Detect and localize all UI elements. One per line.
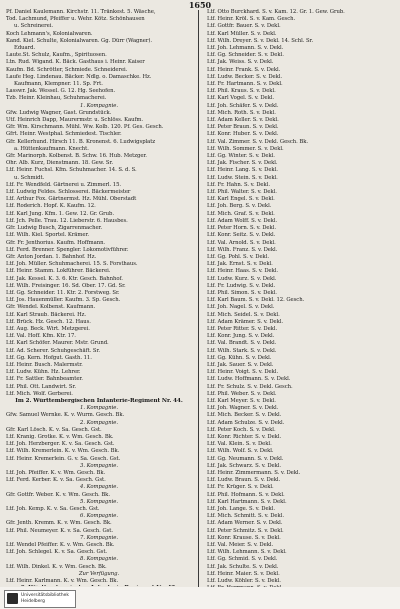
text-line: Ltf. Karl Schöfer. Maurer. Mstr. Grund. bbox=[6, 340, 109, 347]
text-line: Ltf. Konr. Seitz. S. v. Dekl. bbox=[207, 232, 276, 239]
text-line: Ltf. Fr. Ludwig. S. v. Dekl. bbox=[207, 282, 276, 289]
text-line: Ltf. Peter Koch. S. v. Dekl. bbox=[207, 426, 276, 433]
text-line: Ltf. Adam Keller. S. v. Dekl. bbox=[207, 117, 279, 124]
text-line: Ltf. Gg. Schneider. 11. Ktr. 2. Forstweg. Sr. bbox=[6, 289, 120, 296]
text-line: Pf. Daniel Kaulemann. Kirchstr. 11. Tränkest. 5. Wäsche, bbox=[6, 9, 156, 15]
text-line: Ltf. Mich. Roth. S. v. Dekl. bbox=[207, 109, 276, 116]
text-line: Ltf. Heinr. Lang. S. v. Dekl. bbox=[207, 167, 278, 174]
text-line: Ltf. Val. Hoff. Kfm. Ktr. 17. bbox=[6, 333, 76, 340]
text-line: Ltf. Wilh. Wolf. S. v. Dekl. bbox=[207, 448, 274, 455]
text-line: Ltf. Mich. Becker. S. v. Dekl. bbox=[207, 412, 282, 419]
text-line: Ltf. Fr. Hartmann. S. v. Dekl. bbox=[207, 81, 283, 88]
text-line: Ltf. Roderich. Hopf. K. Kaufm. 12. bbox=[6, 203, 96, 210]
text-line: Ltf. Joh. Schlegel. K. v. Sa. Gesch. Gst. bbox=[6, 549, 108, 556]
text-line: Ltf. Heinr. Zimmermann. S. v. Dekl. bbox=[207, 470, 301, 476]
text-line: Gfr. Fr. Jenthorius. Kaufm. Hoffmann. bbox=[6, 239, 106, 246]
text-line: Ltf. Jak. Schulte. S. v. Dekl. bbox=[207, 563, 279, 570]
text-line: Ltf. Karl Meyer. S. v. Dekl. bbox=[207, 397, 276, 404]
text-line: Ltf. Phil. Neumeyer. K. v. Sa. Gesch. Gst. bbox=[6, 527, 114, 534]
text-line: Ltf. Heinr. Busch. Malermstr. bbox=[6, 361, 83, 368]
text-line: Ltf. Ludw. Köhler. S. v. Dekl. bbox=[207, 578, 281, 585]
text-line: Ltf. Val. Zimmer. S. v. Dekl. Gesch. Bk. bbox=[207, 138, 309, 145]
text-line: Ltf. Karl Baum. S. v. Dekl. 12. Gesch. bbox=[207, 297, 305, 304]
text-line: Kaufm. Bd. Schrötter, Schmiede. Schneiderei. bbox=[6, 66, 128, 73]
text-line: Ltf. Mich. Schmitt. S. v. Dekl. bbox=[207, 513, 284, 520]
text-line: Ltf. Ludw. Braun. S. v. Dekl. bbox=[207, 477, 281, 484]
text-line: Koch Lehmann's, Kolonialwaren. bbox=[6, 30, 93, 37]
text-line: Ltf. Heinr. Fuchsl. Kfm. Schuhmacher. 14. S. d. S. bbox=[6, 167, 137, 174]
text-line: Ltf. Fr. Krüger. S. v. Dekl. bbox=[207, 484, 274, 491]
text-line: Ltf. Gg. Neumann. S. v. Dekl. bbox=[207, 455, 284, 462]
text-line: Ltf. Wilh. Kiel. Sportel. Krämer. bbox=[6, 232, 90, 239]
text-line: Ltf. Jak. Ernst. S. v. Dekl. bbox=[207, 261, 273, 268]
text-line: Ltf. Konr. Huber. S. v. Dekl. bbox=[207, 131, 279, 138]
text-line: Kand. Kiel. Schulte, Kolonialwaren. Gg. Dürr (Wagner). bbox=[6, 37, 152, 44]
text-line: Ltf. Phil. Walter. S. v. Dekl. bbox=[207, 189, 277, 196]
text-line: Ltf. Wilh. Franz. S. v. Dekl. bbox=[207, 246, 278, 253]
text-line: Ltf. Ad. Scherer. Schuhgeschäft. Sr. bbox=[6, 347, 101, 354]
logo-text-line-1: Universitätsbibliothek bbox=[21, 593, 69, 598]
text-line: Ltf. Wilh. Freisinger. 16. Sd. Ober. 17. Gd. Sr. bbox=[6, 282, 126, 289]
text-line: Ltf. Val. Brandt. S. v. Dekl. bbox=[207, 340, 277, 347]
text-line: Ltf. Heinr. Maier. S. v. Dekl. bbox=[207, 570, 280, 577]
library-logo[interactable] bbox=[4, 590, 76, 608]
text-line: Ltf. Ludw. Kurz. S. v. Dekl. bbox=[207, 275, 277, 282]
company-heading: 6. Kompagnie. bbox=[80, 513, 118, 520]
text-line: Eduard. bbox=[14, 45, 36, 52]
text-line: Ltf. Ludw. Becker. S. v. Dekl. bbox=[207, 73, 283, 80]
text-line: a. Hüttenkaufmann. Knecht. bbox=[14, 145, 89, 152]
text-line: Ltf. Ferd. Brenner. Spengler. Lokomotivführer. bbox=[6, 246, 129, 253]
text-line: Ltf. Phil. Simon. S. v. Dekl. bbox=[207, 289, 277, 296]
text-line: u. Schmidt. bbox=[14, 174, 45, 181]
text-line: Ltf. Joh. Nagel. S. v. Dekl. bbox=[207, 304, 275, 311]
text-line: Ltf. Karl Jung. Kfm. 1. Gew. 12. Gr. Grub. bbox=[6, 210, 115, 217]
text-line: Ltf. Jak. Sauer. S. v. Dekl. bbox=[207, 361, 274, 368]
text-line: Ltf. Gg. Pohl. S. v. Dekl. bbox=[207, 253, 269, 260]
text-line: Ltf. Joh. Lange. S. v. Dekl. bbox=[207, 506, 275, 513]
text-line: Ltf. Joh. Kemp. K. v. Sa. Gesch. Gst. bbox=[6, 506, 100, 513]
text-line: Ltf. Peter Schmitz. S. v. Dekl. bbox=[207, 527, 284, 534]
text-line: Ltf. Joh. Berg. S. v. Dekl. bbox=[207, 203, 272, 210]
text-line: Ltf. Wilh. Stark. S. v. Dekl. bbox=[207, 347, 277, 354]
company-heading: 3. Kompagnie. bbox=[80, 462, 118, 469]
text-line: Ltf. Ludw. Kühn. Hz. Lehrer. bbox=[6, 369, 81, 376]
text-line: Ltf. Adam Krämer. S. v. Dekl. bbox=[207, 318, 284, 325]
text-line: Ltf. Jch. Pelle. Trau. 12. Lieberstr. 6. Hausbes. bbox=[6, 217, 128, 224]
text-line: Ltf. Fr. Wendfeld. Gärtnerei u. Zimmerl. 15. bbox=[6, 181, 122, 188]
text-line: Ltf. Otto Burckhard. S. v. Kam. 12. Gr. 1. Gew. Grub. bbox=[207, 9, 345, 15]
text-line: Ltf. Gg. Kern. Hofgut. Gasth. 11. bbox=[6, 354, 92, 361]
company-heading: 7. Kompagnie. bbox=[80, 534, 118, 541]
text-line: Kaufmann, Klempner. 11. Sp. Frt. bbox=[14, 81, 103, 88]
text-line: Ltf. Adam Schulze. S. v. Dekl. bbox=[207, 419, 285, 426]
text-line: Ltf. Mich. Seidel. S. v. Dekl. bbox=[207, 311, 280, 318]
company-heading: 1. Kompagnie. bbox=[80, 405, 118, 412]
right-column bbox=[207, 9, 393, 594]
company-heading: 2. Kompagnie. bbox=[80, 419, 118, 426]
text-line: Ltf. Aug. Beck. Wirt. Metzgerei. bbox=[6, 325, 90, 332]
text-line: Laufe Heg. Lindenau. Bäcker. Ndlg. o. Damaschke. Hz. bbox=[6, 73, 152, 80]
text-line: Gfr. Gottfr. Weber. K. v. Wm. Gesch. Bk. bbox=[6, 491, 110, 498]
text-line: Ltf. Gottfr. Bauer. S. v. Dekl. bbox=[207, 23, 281, 30]
text-line: Ltf. Ludwig Feldes. Schlosserei. Bäckermeister bbox=[6, 189, 131, 196]
text-line: Ltf. Fr. Hahn. S. v. Dekl. bbox=[207, 181, 270, 188]
text-line: Ltf. Val. Meier. S. v. Dekl. bbox=[207, 542, 274, 549]
footer-bar bbox=[0, 587, 400, 609]
text-line: Ltf. Joh. Pfeiffer. K. v. Wm. Gesch. Bk. bbox=[6, 470, 106, 476]
text-line: Gfr. Jenth. Kremm. K. v. Wm. Gesch. Bk. bbox=[6, 520, 112, 527]
text-line: Gfr. Wendel. Kolbenst. Kaufmann. bbox=[6, 304, 96, 311]
text-line: Tzb. Heinr. Kleinhau, Schuhmacherei. bbox=[6, 95, 107, 102]
text-line: Ltf. Wilh. Dreyer. S. v. Dekl. 14. Schl. Sr. bbox=[207, 37, 314, 44]
company-heading: 5. Kompagnie. bbox=[80, 498, 118, 505]
text-line: Ltf. Val. Klein. S. v. Dekl. bbox=[207, 441, 272, 448]
text-line: Ltf. Jak. Kessel. K. 3. 6. Ktr. Gesch. Bahnhof. bbox=[6, 275, 123, 282]
text-line: Ltf. Heinr. Kröl. S. v. Kam. Gesch. bbox=[207, 16, 296, 23]
text-line: Ltf. Jak. Fischer. S. v. Dekl. bbox=[207, 160, 278, 167]
text-line: Ltf. Phil. Weber. S. v. Dekl. bbox=[207, 390, 277, 397]
text-line: Ltf. Ferd. Kerber. K. v. Sa. Gesch. Gst. bbox=[6, 477, 106, 484]
text-line: Ltf. Kranig. Grotke. K. v. Wm. Gesch. Bk. bbox=[6, 433, 114, 440]
text-line: Ltf. Mich. Graf. S. v. Dekl. bbox=[207, 210, 275, 217]
text-line: Gfw. Ludwig Wagner, Gast. Grundstück. bbox=[6, 109, 112, 116]
text-line: Ltf. Ludw. Stein. S. v. Dekl. bbox=[207, 174, 278, 181]
text-line: Tod. Lachmund, Pfeiffer u. Wehr. Kötz. Schönhausen bbox=[6, 16, 145, 23]
text-line: Ltf. Mich. Wolf. Gerberei. bbox=[6, 390, 73, 397]
text-line: Ltf. Gg. Schmid. S. v. Dekl. bbox=[207, 556, 278, 563]
text-line: Ltf. Heinr. Voigt. S. v. Dekl. bbox=[207, 369, 279, 376]
text-line: Ltf. Wilh. Kremerlein. K. v. Wm. Gesch. Bk. bbox=[6, 448, 120, 455]
text-line: Ltf. Peter Horn. S. v. Dekl. bbox=[207, 225, 276, 232]
text-line: Ltf. Gg. Winter. S. v. Dekl. bbox=[207, 153, 275, 160]
text-line: Ltf. Jak. Schwarz. S. v. Dekl. bbox=[207, 462, 282, 469]
text-line: Ltf. Heinr. Haas. S. v. Dekl. bbox=[207, 268, 279, 275]
text-line: Utf. Heinrich Dapp, Maurermstr. u. Schlöss. Kaufm. bbox=[6, 117, 143, 124]
text-line: Ltf. Karl Hartmann. S. v. Dekl. bbox=[207, 498, 287, 505]
text-line: Ltf. Karl Müller. S. v. Dekl. bbox=[207, 30, 277, 37]
text-line: Ltf. Ludw. Hoffmann. S. v. Dekl. bbox=[207, 376, 291, 383]
text-line: Ltf. Heinr. Karlmann. K. v. Wm. Gesch. Bk. bbox=[6, 578, 119, 585]
column-divider bbox=[198, 10, 199, 590]
text-line: Ltf. Jak. Weiss. S. v. Dekl. bbox=[207, 59, 274, 66]
text-line: Lasswr. Jak. Wessel. G. 12. Hg. Seehofen. bbox=[6, 88, 116, 95]
text-line: Ltf. Joh. Wagner. S. v. Dekl. bbox=[207, 405, 279, 412]
section-heading bbox=[6, 585, 192, 586]
text-line: Ohr. Alb. Kurz, Dienstmann. 18. Gew. Sr. bbox=[6, 160, 114, 167]
text-line: Gfr. Wm. Kirschmann. Mühl. Ww. Kolb. 120. Pf. Ges. Gesch. bbox=[6, 124, 164, 131]
text-line: u. Schreinerei. bbox=[14, 23, 53, 30]
text-line: Ltf. Val. Arnold. S. v. Dekl. bbox=[207, 239, 276, 246]
text-line: Gfr. Marinorph. Kolbenst. B. Schw. 16. Hub. Metzger. bbox=[6, 153, 147, 160]
text-line: Ltf. Joh. Lehmann. S. v. Dekl. bbox=[207, 45, 284, 52]
text-line: Ltf. Fr. Sattler. Bahnbeamter. bbox=[6, 376, 83, 383]
text-line: Ltf. Karl Vogel. S. v. Dekl. bbox=[207, 95, 275, 102]
text-line: Ltf. Wilh. Lehmann. S. v. Dekl. bbox=[207, 549, 287, 556]
text-line: Ltf. Wilh. Dinkel. K. v. Wm. Gesch. Bk. bbox=[6, 563, 107, 570]
text-line: Ltf. Joh. Müller. Schuhmacherei. 15. S. Forsthaus. bbox=[6, 261, 138, 268]
text-line: Ltf. Peter Braun. S. v. Dekl. bbox=[207, 124, 279, 131]
text-line: Gfrt. Heinr. Westphal. Schmiedest. Tischler. bbox=[6, 131, 122, 138]
text-line: Ltf. Gg. Kühn. S. v. Dekl. bbox=[207, 354, 272, 361]
text-line: Ltf. Gg. Schneider. S. v. Dekl. bbox=[207, 52, 284, 59]
text-line: Ltf. Heinr. Stamm. Lokführer. Bäckerei. bbox=[6, 268, 111, 275]
text-line: Ltf. Phil. Hofmann. S. v. Dekl. bbox=[207, 491, 285, 498]
text-line: Ltf. Phil. Ott. Landwirt. Sr. bbox=[6, 383, 77, 390]
company-heading: Zur Verfügung. bbox=[78, 570, 120, 577]
text-line: Ltf. Joh. Schäfer. S. v. Dekl. bbox=[207, 102, 279, 109]
text-line: Gfw. Samuel Wernke. K. v. Wurm. Gesch. Bk. bbox=[6, 412, 125, 419]
text-line: Ltf. Adam Wolff. S. v. Dekl. bbox=[207, 217, 278, 224]
text-line: Ltf. Phil. Kraus. S. v. Dekl. bbox=[207, 88, 276, 95]
section-heading: Im 2. Württembergischen Infanterie-Regiment Nr. 44. bbox=[15, 397, 183, 404]
text-line: Ltf. Konr. Krause. S. v. Dekl. bbox=[207, 534, 281, 541]
left-column bbox=[6, 9, 192, 586]
text-line: Ltf. Heinr. Frank. S. v. Dekl. bbox=[207, 66, 281, 73]
text-line: Ltf. Karl Straub. Bäckerei. Hz. bbox=[6, 311, 87, 318]
text-line: Ltf. Adam Werner. S. v. Dekl. bbox=[207, 520, 283, 527]
text-line: Ltf. Konr. Richter. S. v. Dekl. bbox=[207, 433, 282, 440]
company-heading: 1. Kompagnie. bbox=[80, 102, 118, 109]
text-line: Ltf. Wendel Pfeiffer. K. v. Wm. Gesch. Bk. bbox=[6, 542, 115, 549]
company-heading: 4. Kompagnie. bbox=[80, 484, 118, 491]
company-heading: 8. Kompagnie. bbox=[80, 556, 118, 563]
text-line: Ltf. Jos. Hauenmüller. Kaufm. 3. Sp. Gesch. bbox=[6, 297, 121, 304]
text-line: Ltf. Arthur Fox. Gärtnermst. Hz. Mühl. Oberstadt bbox=[6, 196, 137, 203]
text-line: Ltf. Fr. Schulz. S. v. Dekl. Gesch. bbox=[207, 383, 293, 390]
text-line: Ltf. Brück. Hz. Gesch. 12. Haus. bbox=[6, 318, 91, 325]
text-line: Gfr. Ludwig Busch, Zigarrenmacher. bbox=[6, 225, 103, 232]
page-number: 1650 bbox=[188, 0, 212, 10]
text-line: Ltf. Karl Engel. S. v. Dekl. bbox=[207, 196, 275, 203]
text-line: Gfr. Kellerhund. Hirsch 11. B. Kronenst. 6. Ludwigsplatz bbox=[6, 138, 156, 145]
text-line: Ltf. Konr. Jung. S. v. Dekl. bbox=[207, 333, 275, 340]
library-emblem-icon bbox=[7, 593, 18, 604]
text-line: Gfr. Karl Lösch. K. v. Sa. Gesch. Gst. bbox=[6, 426, 102, 433]
text-line: Ltf. Peter Ritter. S. v. Dekl. bbox=[207, 325, 278, 332]
text-line: Laute.St. Schulz, Kaufm., Spirituosen. bbox=[6, 52, 107, 59]
text-line: Ltf. Heinr. Kremerlein. G. v. Sa. Gesch. Gst. bbox=[6, 455, 121, 462]
text-line: Gfr. Anton Jordan. 1. Bahnhof. Hz. bbox=[6, 253, 97, 260]
text-line: Ltn. Rud. Wigand. K. Bäck. Gasthaus i. Heinr. Kaiser bbox=[6, 59, 145, 66]
text-line: Ltf. Wilh. Sommer. S. v. Dekl. bbox=[207, 145, 284, 152]
logo-text-line-2: Heidelberg bbox=[21, 599, 45, 604]
text-line: Ltf. Joh. Herzberger. K. v. Sa. Gesch. Gst. bbox=[6, 441, 115, 448]
